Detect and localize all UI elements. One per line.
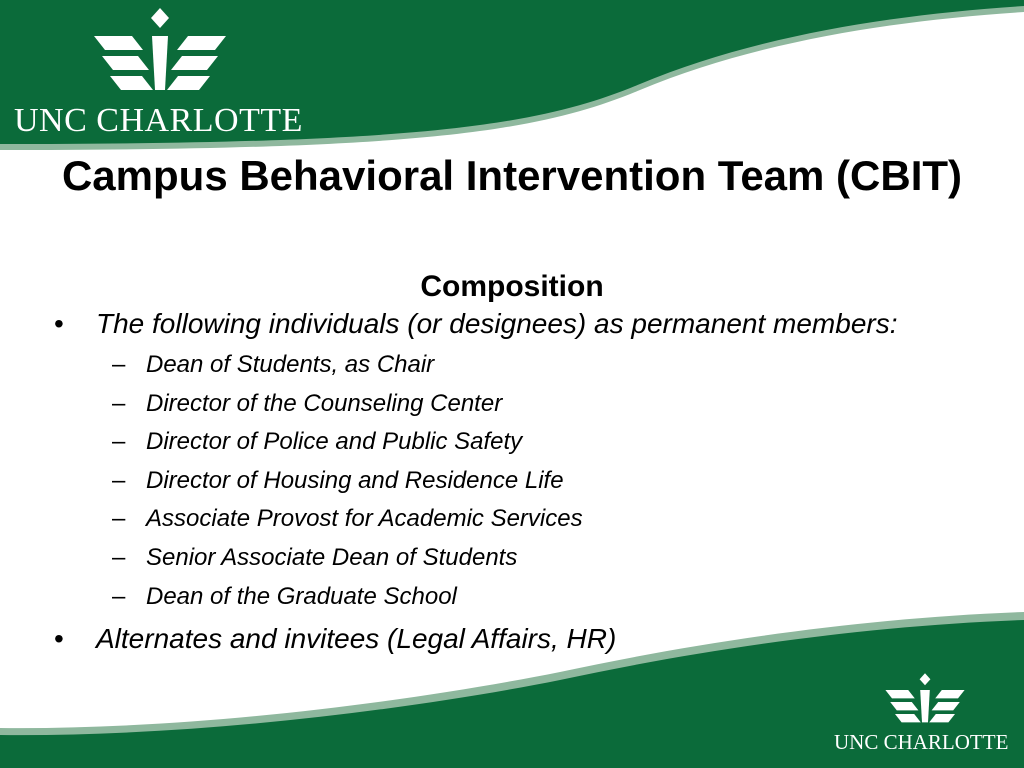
logo-wordmark: UNC CHARLOTTE bbox=[14, 102, 303, 139]
crown-icon bbox=[830, 672, 1020, 732]
unc-charlotte-logo-top bbox=[10, 6, 310, 146]
sub-bullet-item bbox=[96, 578, 950, 617]
dash-marker: – bbox=[112, 428, 126, 456]
bullet-marker: • bbox=[54, 623, 64, 655]
dash-marker: – bbox=[112, 582, 126, 610]
bullet-marker: • bbox=[54, 308, 64, 339]
dash-marker: – bbox=[112, 389, 126, 417]
sub-bullet-item bbox=[96, 500, 950, 539]
sub-bullet-text: Senior Associate Dean of Students bbox=[146, 543, 518, 571]
bullet-item bbox=[50, 622, 950, 655]
dash-marker: – bbox=[112, 466, 126, 494]
slide-title: Campus Behavioral Intervention Team (CBIT) bbox=[61, 152, 963, 199]
sub-bullet-item bbox=[96, 346, 950, 385]
dash-marker: – bbox=[112, 505, 126, 533]
sub-bullet-text: Dean of the Graduate School bbox=[146, 582, 457, 610]
sub-bullet-item bbox=[96, 423, 950, 462]
sub-bullet-item bbox=[96, 539, 950, 578]
unc-charlotte-logo-bottom bbox=[830, 672, 1020, 762]
sub-bullet-text: Director of the Counseling Center bbox=[146, 389, 503, 417]
crown-icon bbox=[10, 6, 310, 106]
sub-bullet-text: Associate Provost for Academic Services bbox=[146, 505, 583, 533]
sub-bullet-text: Director of Housing and Residence Life bbox=[146, 466, 564, 494]
bullet-list bbox=[50, 307, 950, 655]
bullet-text: The following individuals (or designees) as permanent members: bbox=[96, 308, 898, 339]
bullet-text: Alternates and invitees (Legal Affairs, HR) bbox=[96, 623, 617, 655]
sub-bullet-text: Director of Police and Public Safety bbox=[146, 428, 523, 456]
logo-wordmark: UNC CHARLOTTE bbox=[834, 730, 1009, 754]
sub-bullet-item bbox=[96, 385, 950, 424]
slide-subtitle: Composition bbox=[420, 270, 604, 303]
dash-marker: – bbox=[112, 351, 126, 378]
dash-marker: – bbox=[112, 543, 126, 571]
sub-bullet-text: Dean of Students, as Chair bbox=[146, 351, 435, 378]
bullet-item bbox=[50, 307, 950, 616]
sub-bullet-item bbox=[96, 462, 950, 501]
sub-bullet-list bbox=[96, 346, 950, 616]
